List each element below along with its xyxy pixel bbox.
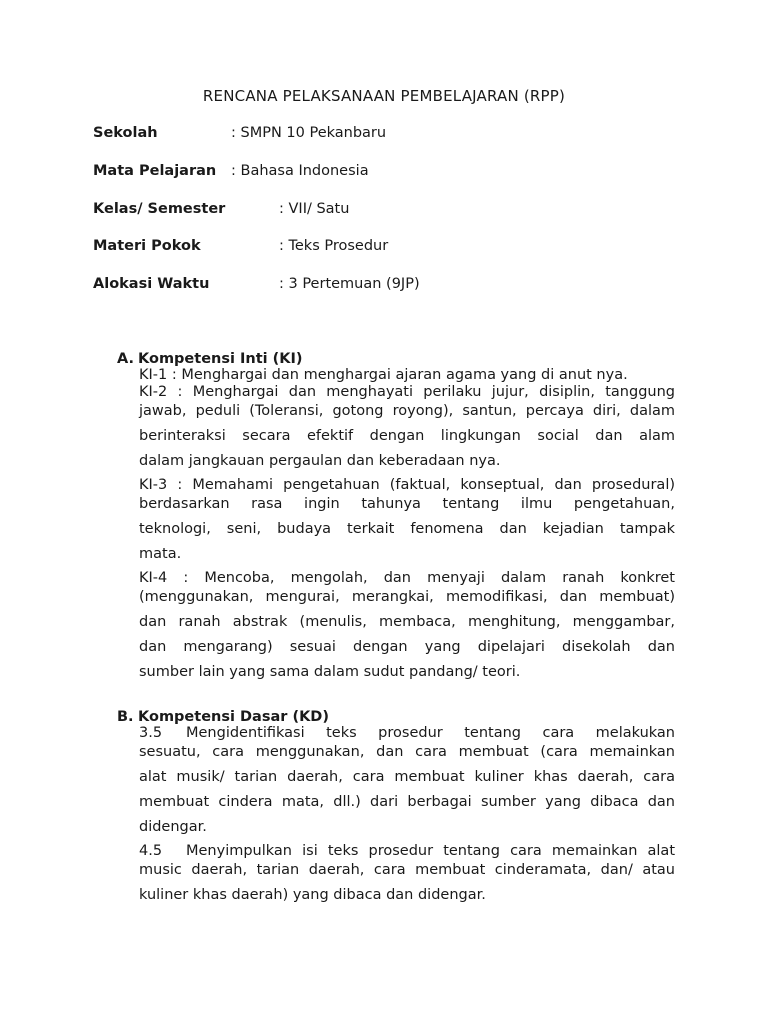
ki-1-paragraph [139,367,675,384]
section-a-heading [117,349,303,369]
identity-row-kelas-semester [93,199,350,219]
identity-row-sekolah [93,123,387,143]
ki-4-paragraph [139,570,675,687]
kd-number: 4.5 [139,843,163,859]
kd-number: 3.5 [139,725,163,741]
paragraph-line: mata. [139,546,182,562]
identity-row-mata-pelajaran [93,161,369,181]
identity-value: : SMPN 10 Pekanbaru [231,125,387,141]
paragraph-line: dalam jangkauan pergaulan dan keberadaan nya. [139,453,501,469]
paragraph-line: berdasarkan rasa ingin tahunya tentang ilmu pengetahuan, [139,496,675,512]
identity-value: : Bahasa Indonesia [231,163,369,179]
identity-row-alokasi-waktu [93,274,420,294]
section-title: Kompetensi Dasar (KD) [138,709,329,725]
section-title: Kompetensi Inti (KI) [138,351,303,367]
paragraph-line: berinteraksi secara efektif dengan lingkungan social dan alam [139,428,675,444]
kd-text: Mengidentifikasi teks prosedur tentang cara melakukan [186,725,675,741]
paragraph-line: KI-3 : Memahami pengetahuan (faktual, konseptual, dan prosedural) [139,477,675,493]
identity-value: : Teks Prosedur [279,238,389,254]
identity-value: : 3 Pertemuan (9JP) [279,276,420,292]
paragraph-line: dan ranah abstrak (menulis, membaca, menghitung, menggambar, [139,614,675,630]
identity-label: Mata Pelajaran [93,163,217,179]
identity-label: Kelas/ Semester [93,201,226,217]
identity-value: : VII/ Satu [279,201,350,217]
paragraph-line: KI-2 : Menghargai dan menghayati perilaku jujur, disiplin, tanggung [139,384,675,400]
section-letter: A. [117,351,134,367]
paragraph-line: membuat cindera mata, dll.) dari berbagai sumber yang dibaca dan [139,794,675,810]
section-letter: B. [117,709,134,725]
paragraph-line [139,725,675,742]
paragraph-line [139,843,675,860]
kd-4-5-paragraph [139,843,675,910]
paragraph-line: KI-4 : Mencoba, mengolah, dan menyaji dalam ranah konkret [139,570,675,586]
paragraph-line: music daerah, tarian daerah, cara membuat cinderamata, dan/ atau [139,862,675,878]
paragraph-line: alat musik/ tarian daerah, cara membuat kuliner khas daerah, cara [139,769,675,785]
document-title: RENCANA PELAKSANAAN PEMBELAJARAN (RPP) [202,87,566,105]
paragraph-line: jawab, peduli (Toleransi, gotong royong), santun, percaya diri, dalam [139,403,675,419]
paragraph-line: teknologi, seni, budaya terkait fenomena dan kejadian tampak [139,521,675,537]
identity-label: Sekolah [93,125,158,141]
paragraph-line: KI-1 : Menghargai dan menghargai ajaran agama yang di anut nya. [139,367,628,383]
paragraph-line: sumber lain yang sama dalam sudut pandang/ teori. [139,664,521,680]
ki-2-paragraph [139,384,675,476]
identity-row-materi-pokok [93,236,389,256]
paragraph-line: (menggunakan, mengurai, merangkai, memodifikasi, dan membuat) [139,589,675,605]
paragraph-line: kuliner khas daerah) yang dibaca dan didengar. [139,887,486,903]
paragraph-line: sesuatu, cara menggunakan, dan cara membuat (cara memainkan [139,744,675,760]
kd-text: Menyimpulkan isi teks prosedur tentang cara memainkan alat [186,843,675,859]
section-b-heading [117,707,329,727]
kd-3-5-paragraph [139,725,675,842]
paragraph-line: dan mengarang) sesuai dengan yang dipelajari disekolah dan [139,639,675,655]
identity-label: Materi Pokok [93,238,201,254]
paragraph-line: didengar. [139,819,207,835]
identity-label: Alokasi Waktu [93,276,210,292]
ki-3-paragraph [139,477,675,569]
